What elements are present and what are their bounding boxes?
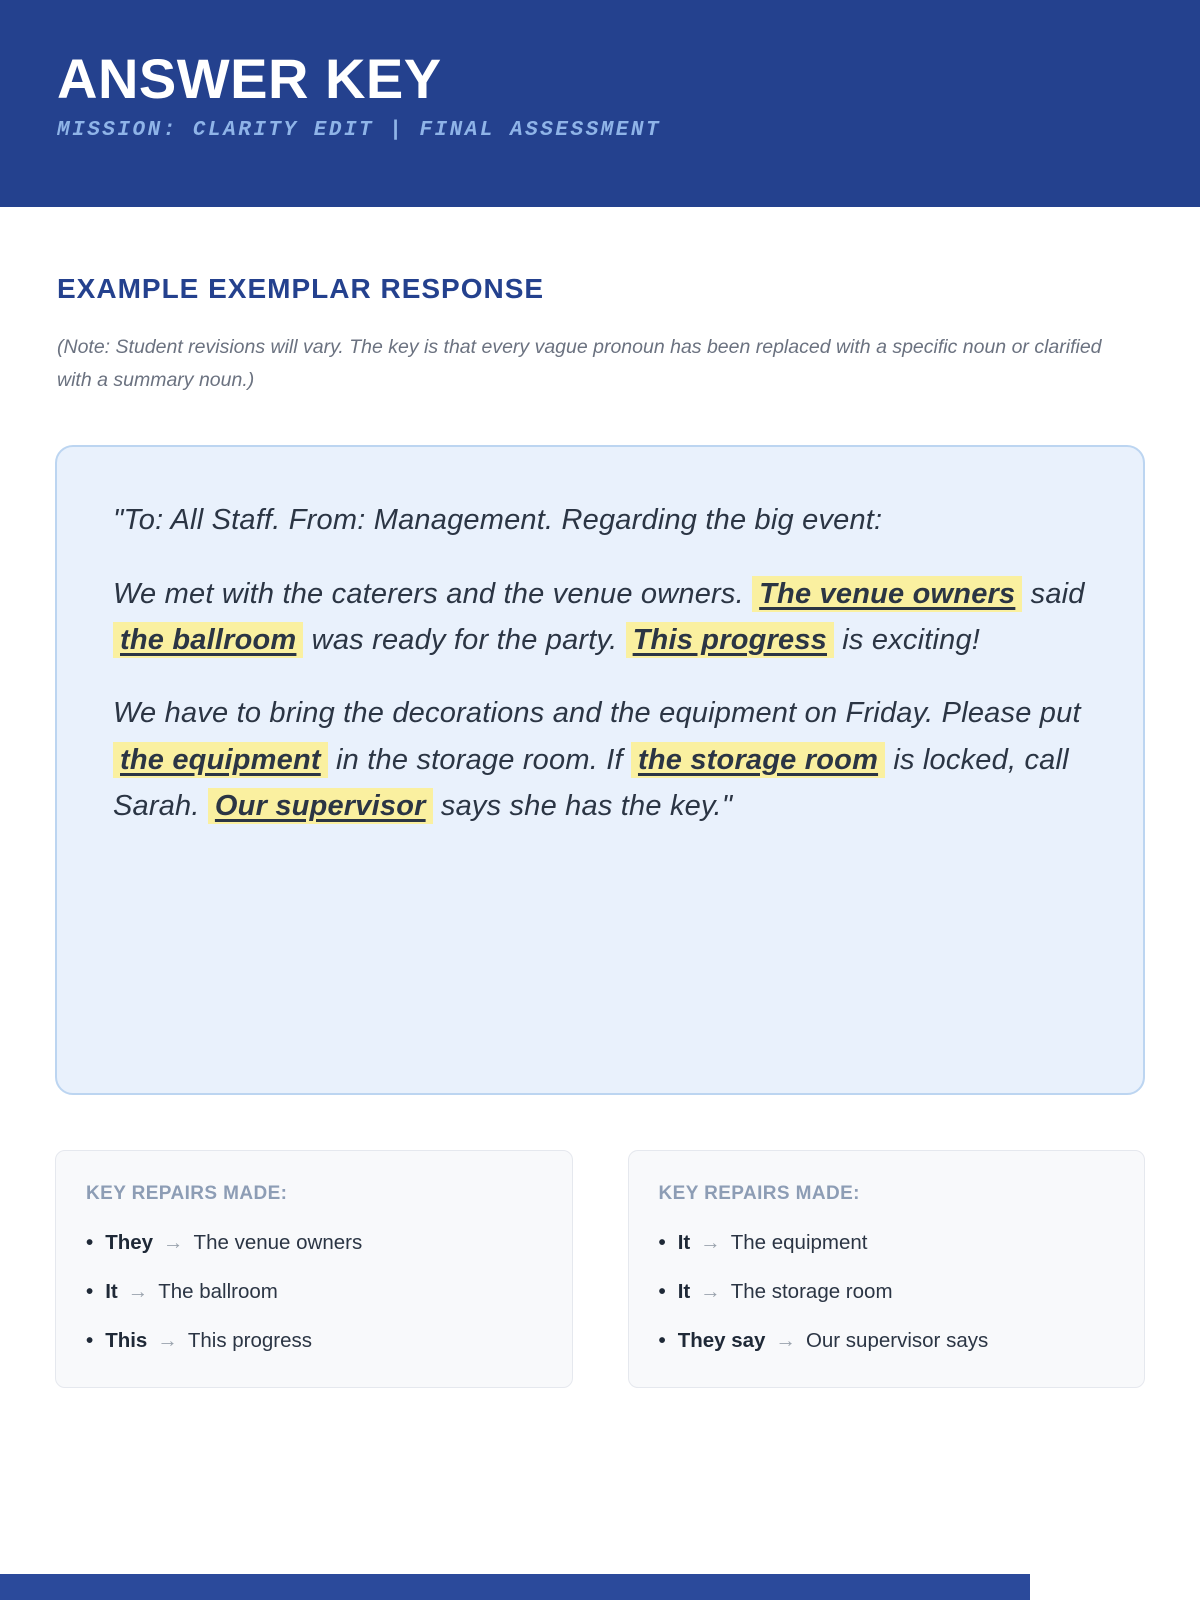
repair-item <box>659 1231 1115 1255</box>
repair-from: They say <box>677 1329 766 1353</box>
memo-text-segment: said <box>1022 577 1085 610</box>
section-note: (Note: Student revisions will vary. The key is that every vague pronoun has been replaced with a specific noun or clarified with a summary noun.) <box>57 336 1102 392</box>
memo-text-segment: "To: All Staff. From: Management. Regarding the big event: <box>113 504 883 537</box>
repair-to: This progress <box>187 1329 313 1353</box>
repair-from: It <box>677 1280 691 1304</box>
repair-card <box>55 1150 573 1388</box>
section-heading: EXAMPLE EXEMPLAR RESPONSE <box>57 273 545 304</box>
repair-item <box>86 1280 542 1304</box>
repair-to: Our supervisor says <box>805 1329 989 1353</box>
repair-list <box>86 1231 542 1353</box>
arrow-icon: → <box>700 1280 721 1304</box>
memo-paragraph <box>113 497 1085 543</box>
page-title: ANSWER KEY <box>57 47 442 110</box>
memo-highlight: This progress <box>626 622 834 658</box>
repair-item <box>86 1231 542 1255</box>
memo-highlight: the storage room <box>631 742 885 778</box>
repair-item <box>86 1329 542 1353</box>
memo-highlight: The venue owners <box>752 576 1022 612</box>
repair-from: This <box>105 1329 148 1353</box>
header-subtitle: MISSION: CLARITY EDIT | FINAL ASSESSMENT <box>57 118 662 142</box>
memo-highlight: Our supervisor <box>208 788 433 824</box>
arrow-icon: → <box>775 1329 796 1353</box>
memo-text-segment: in the storage room. If <box>327 743 631 776</box>
repair-card <box>628 1150 1146 1388</box>
repair-item <box>659 1280 1115 1304</box>
arrow-icon: → <box>163 1231 184 1255</box>
main-content <box>0 273 1200 1388</box>
repair-from: It <box>677 1231 691 1255</box>
next-page-band <box>0 1574 1030 1600</box>
repair-to: The venue owners <box>193 1231 363 1255</box>
memo-text-segment: is locked, call Sarah. <box>113 743 1069 823</box>
repair-to: The equipment <box>730 1231 868 1255</box>
card-heading: KEY REPAIRS MADE: <box>86 1183 288 1205</box>
repair-from: They <box>105 1231 154 1255</box>
repair-to: The ballroom <box>158 1280 278 1304</box>
arrow-icon: → <box>127 1280 149 1304</box>
memo-box <box>55 445 1145 1095</box>
repair-to: The storage room <box>730 1280 893 1304</box>
repair-item <box>659 1329 1115 1353</box>
arrow-icon: → <box>157 1329 178 1353</box>
memo-paragraph <box>113 571 1085 664</box>
card-heading: KEY REPAIRS MADE: <box>658 1183 860 1205</box>
memo-highlight: the equipment <box>113 742 328 778</box>
memo-text-segment: says she has the key." <box>432 790 733 823</box>
memo-paragraph <box>113 690 1085 829</box>
header-band <box>0 0 1200 207</box>
memo-text-segment: was ready for the party. <box>303 624 626 657</box>
arrow-icon: → <box>700 1231 721 1255</box>
memo-highlight: the ballroom <box>113 622 303 658</box>
repair-from: It <box>105 1280 118 1304</box>
repair-list <box>659 1231 1115 1353</box>
memo-text-segment: is exciting! <box>834 624 981 657</box>
memo-text-segment: We met with the caterers and the venue owners. <box>113 577 753 610</box>
memo-text-segment: We have to bring the decorations and the equipment on Friday. Please put <box>113 697 1081 730</box>
repair-cards-row <box>55 1150 1145 1388</box>
